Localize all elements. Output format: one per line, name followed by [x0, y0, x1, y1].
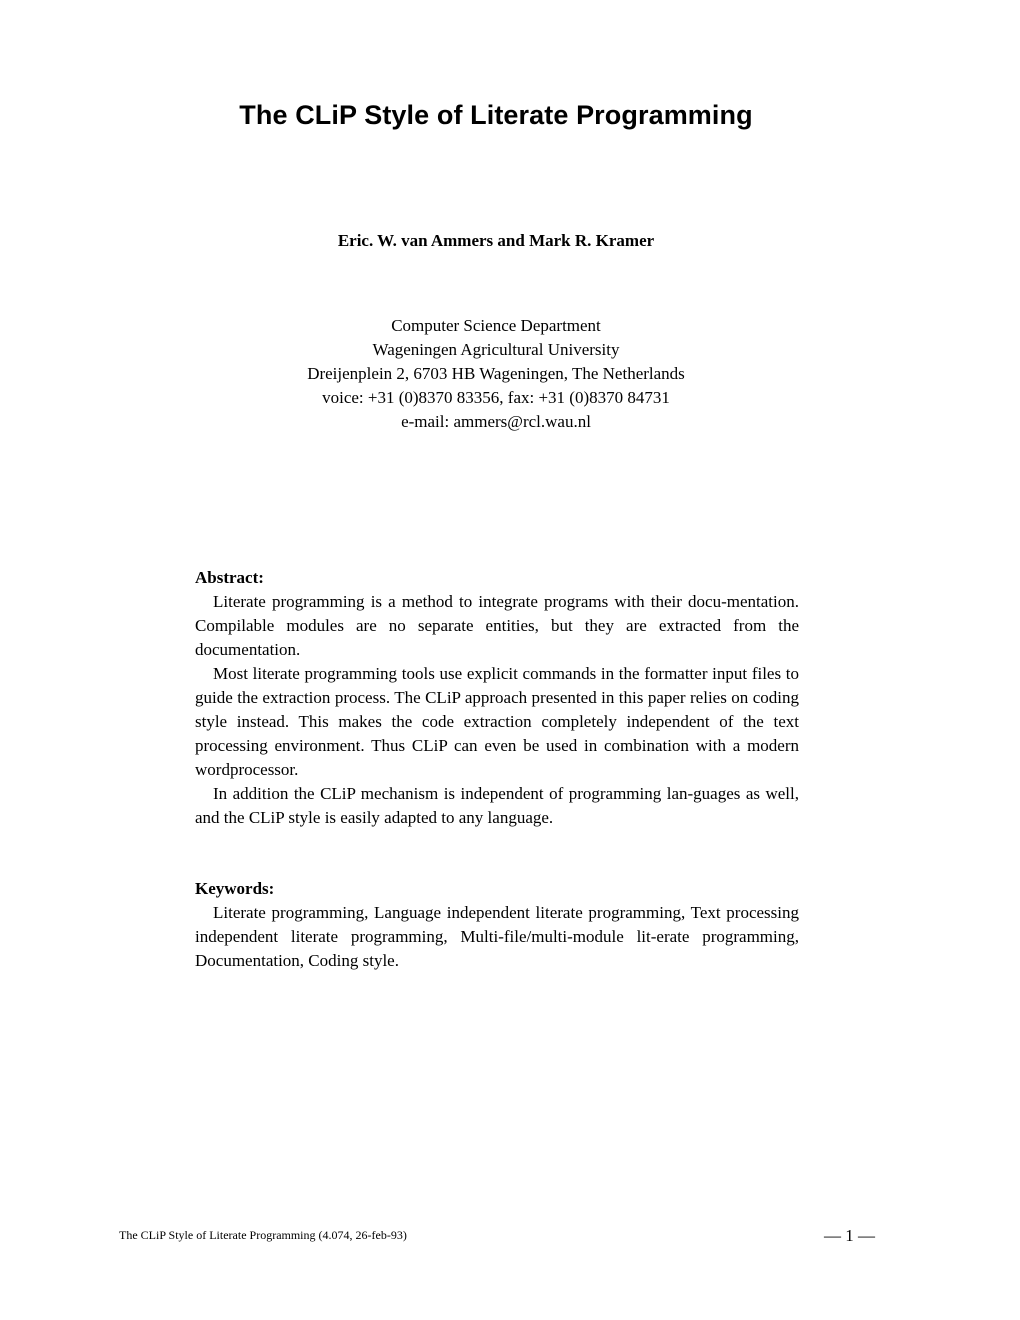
affiliation-department: Computer Science Department	[391, 316, 601, 335]
page-footer	[119, 1226, 875, 1246]
keywords-heading: Keywords:	[195, 879, 275, 898]
abstract-paragraph: Literate programming is a method to integrate programs with their docu-mentation. Compilable modules are no separate entities, but they are extracted from the documentation.	[195, 592, 799, 659]
page-number: — 1 —	[824, 1226, 875, 1245]
affiliation-phone: voice: +31 (0)8370 83356, fax: +31 (0)8370 84731	[322, 388, 670, 407]
keywords-section	[195, 877, 799, 973]
abstract-heading: Abstract:	[195, 568, 264, 587]
abstract-paragraph: In addition the CLiP mechanism is independent of programming lan-guages as well, and the CLiP style is easily adapted to any language.	[195, 784, 799, 827]
abstract-section	[195, 566, 799, 830]
authors: Eric. W. van Ammers and Mark R. Kramer	[337, 231, 655, 250]
keywords-text: Literate programming, Language independent literate programming, Text processing independent literate programming, Multi-file/multi-module lit-erate programming, Documentation, Coding style.	[195, 903, 799, 970]
footer-running-title: The CLiP Style of Literate Programming (4.074, 26-feb-93)	[119, 1228, 407, 1242]
paper-title: The CLiP Style of Literate Programming	[239, 100, 753, 130]
affiliation-university: Wageningen Agricultural University	[372, 340, 620, 359]
abstract-paragraph: Most literate programming tools use explicit commands in the formatter input files to guide the extraction process. The CLiP approach presented in this paper relies on coding style instead. This makes the code extraction completely independent of the text processing environment. Thus CLiP can even be used in combination with a modern wordprocessor.	[195, 664, 799, 779]
affiliation-block	[0, 314, 992, 434]
affiliation-address: Dreijenplein 2, 6703 HB Wageningen, The Netherlands	[307, 364, 685, 383]
affiliation-email: e-mail: ammers@rcl.wau.nl	[401, 412, 591, 431]
